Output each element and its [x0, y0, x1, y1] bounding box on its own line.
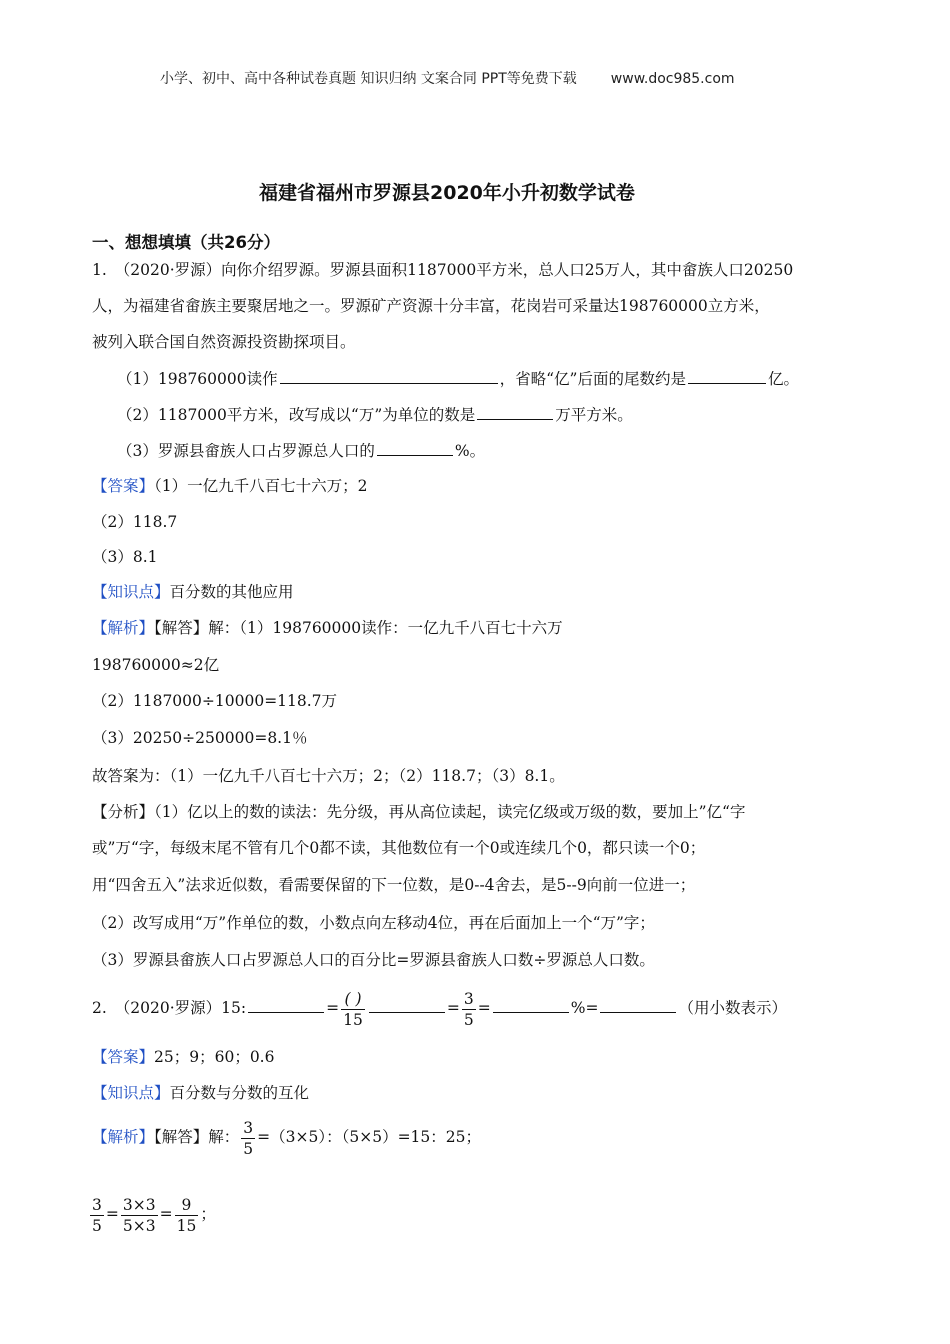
answer-blank[interactable] [248, 996, 324, 1013]
q1-answer-2: （2）118.7 [92, 513, 178, 531]
knowledge-text: 百分数的其他应用 [169, 583, 294, 601]
q2-lead: 15: [221, 999, 247, 1017]
fraction-numerator: 3 [92, 1195, 102, 1214]
q2-analysis-head [92, 1115, 481, 1159]
q1-knowledge-point [92, 581, 294, 603]
q1-sub-2 [117, 403, 633, 426]
fraction-denominator: 5 [92, 1216, 102, 1235]
fraction-expanded [121, 1195, 158, 1236]
equals-sign: = [446, 999, 460, 1017]
q1-text-line-3: 被列入联合国自然资源投资勘探项目。 [92, 333, 356, 351]
analysis-text: 【解答】解： [154, 1128, 240, 1146]
analysis-tag: 【解析】 [92, 619, 155, 637]
q1-sub-3-text: （3）罗源县畲族人口占罗源总人口的 [117, 442, 375, 460]
fraction-three-fifths [241, 1118, 255, 1159]
knowledge-tag: 【知识点】 [92, 1084, 170, 1102]
fraction-three-fifths [462, 989, 476, 1030]
equals-sign: = [326, 999, 340, 1017]
q1-analysis-head [92, 617, 563, 639]
header-site-link[interactable]: www.doc985.com [610, 71, 735, 87]
q1-analysis-line: 198760000≈2亿 [92, 656, 220, 674]
semicolon: ； [200, 1205, 216, 1223]
page-title: 福建省福州市罗源县2020年小升初数学试卷 [259, 182, 635, 204]
q2-fraction-equation [88, 1192, 216, 1236]
q1-sub-2-text-2: 万平方米。 [555, 406, 633, 424]
q2-knowledge-point [92, 1082, 309, 1104]
fraction-three-fifths [90, 1195, 104, 1236]
q2-number: 2. [92, 999, 107, 1017]
q1-source: （2020·罗源） [114, 261, 222, 279]
answer-blank[interactable] [493, 996, 569, 1013]
fraction-denominator: 15 [343, 1010, 363, 1029]
q1-final-answer: 故答案为：（1）一亿九千八百七十六万；2；（2）118.7；（3）8.1。 [92, 767, 565, 785]
section-heading: 一、想想填填（共26分） [92, 233, 280, 252]
answer-blank[interactable] [369, 996, 445, 1013]
fraction-numerator: 3 [243, 1118, 254, 1137]
q1-analysis-line: （3）20250÷250000=8.1％ [92, 729, 308, 747]
equals-sign: = [477, 999, 491, 1017]
q1-sub-3 [117, 439, 485, 462]
q1-answer [92, 475, 368, 497]
answer-blank[interactable] [688, 367, 766, 384]
answer-tag: 【答案】 [92, 477, 155, 495]
answer-tag: 【答案】 [92, 1048, 155, 1066]
q1-analysis-line: （2）1187000÷10000=118.7万 [92, 692, 338, 710]
q1-sub-3-text-2: %。 [454, 442, 486, 460]
q1-analysis-note: （3）罗源县畲族人口占罗源总人口的百分比=罗源县畲族人口数÷罗源总人口数。 [92, 951, 655, 969]
answer-text: 25；9；60；0.6 [154, 1048, 275, 1066]
page-header [160, 68, 735, 90]
q2-text [92, 985, 787, 1031]
fraction-numerator: 9 [175, 1195, 199, 1216]
header-text: 小学、初中、高中各种试卷真题 知识归纳 文案合同 PPT等免费下载 [160, 71, 577, 87]
q1-sub-1-text-3: 亿。 [767, 370, 799, 388]
answer-blank[interactable] [280, 367, 498, 384]
answer-text: （1）一亿九千八百七十六万；2 [154, 477, 368, 495]
fraction-denominator: 5×3 [122, 1216, 156, 1235]
fraction-numerator[interactable]: ( ) [341, 989, 365, 1010]
knowledge-tag: 【知识点】 [92, 583, 170, 601]
q1-text-1: 向你介绍罗源。罗源县面积1187000平方米，总人口25万人，其中畲族人口20250 [221, 261, 794, 279]
q1-text-line-1 [92, 259, 793, 281]
q1-sub-2-text: （2）1187000平方米，改写成以“万”为单位的数是 [117, 406, 476, 424]
q1-answer-3: （3）8.1 [92, 548, 158, 566]
answer-blank[interactable] [477, 403, 553, 420]
q1-analysis-note: 或”万“字，每级末尾不管有几个0都不读，其他数位有一个0或连续几个0，都只读一个0； [92, 839, 706, 857]
answer-blank[interactable] [377, 439, 453, 456]
fraction-denominator: 5 [243, 1139, 254, 1158]
q2-source: （2020·罗源） [114, 999, 222, 1017]
fraction-numerator: 3 [463, 989, 474, 1008]
fraction-denominator: 5 [463, 1010, 474, 1029]
fraction-blank-over-15 [341, 989, 365, 1030]
answer-blank[interactable] [600, 996, 676, 1013]
analysis-text: 【解答】解：（1）198760000读作：一亿九千八百七十六万 [154, 619, 563, 637]
q1-sub-1 [117, 367, 799, 390]
ratio-text: =（3×5）：（5×5）=15：25； [257, 1128, 481, 1146]
equals-sign: = [105, 1205, 119, 1223]
q1-analysis-note: （2）改写成用“万”作单位的数，小数点向左移动4位，再在后面加上一个“万”字； [92, 914, 655, 932]
fraction-nine-fifteenths [175, 1195, 199, 1236]
q1-sub-1-text-2: ，省略“亿”后面的尾数约是 [499, 370, 686, 388]
fraction-numerator: 3×3 [122, 1195, 156, 1214]
q2-answer [92, 1046, 274, 1068]
q1-text-line-2: 人，为福建省畲族主要聚居地之一。罗源矿产资源十分丰富，花岗岩可采量达198760000立方米， [92, 297, 770, 315]
q1-sub-1-text: （1）198760000读作 [117, 370, 278, 388]
equals-sign: = [159, 1205, 173, 1223]
q1-analysis-note: 用“四舍五入”法求近似数，看需要保留的下一位数，是0--4舍去，是5--9向前一位进一； [92, 876, 696, 894]
fraction-denominator: 15 [176, 1216, 197, 1235]
q1-analysis-note: 【分析】（1）亿以上的数的读法：先分级，再从高位读起，读完亿级或万级的数，要加上”亿“字 [92, 803, 746, 821]
knowledge-text: 百分数与分数的互化 [169, 1084, 310, 1102]
q1-number: 1. [92, 261, 107, 279]
analysis-tag: 【解析】 [92, 1128, 155, 1146]
q2-note: （用小数表示） [678, 999, 787, 1017]
percent-equals: %= [570, 999, 599, 1017]
